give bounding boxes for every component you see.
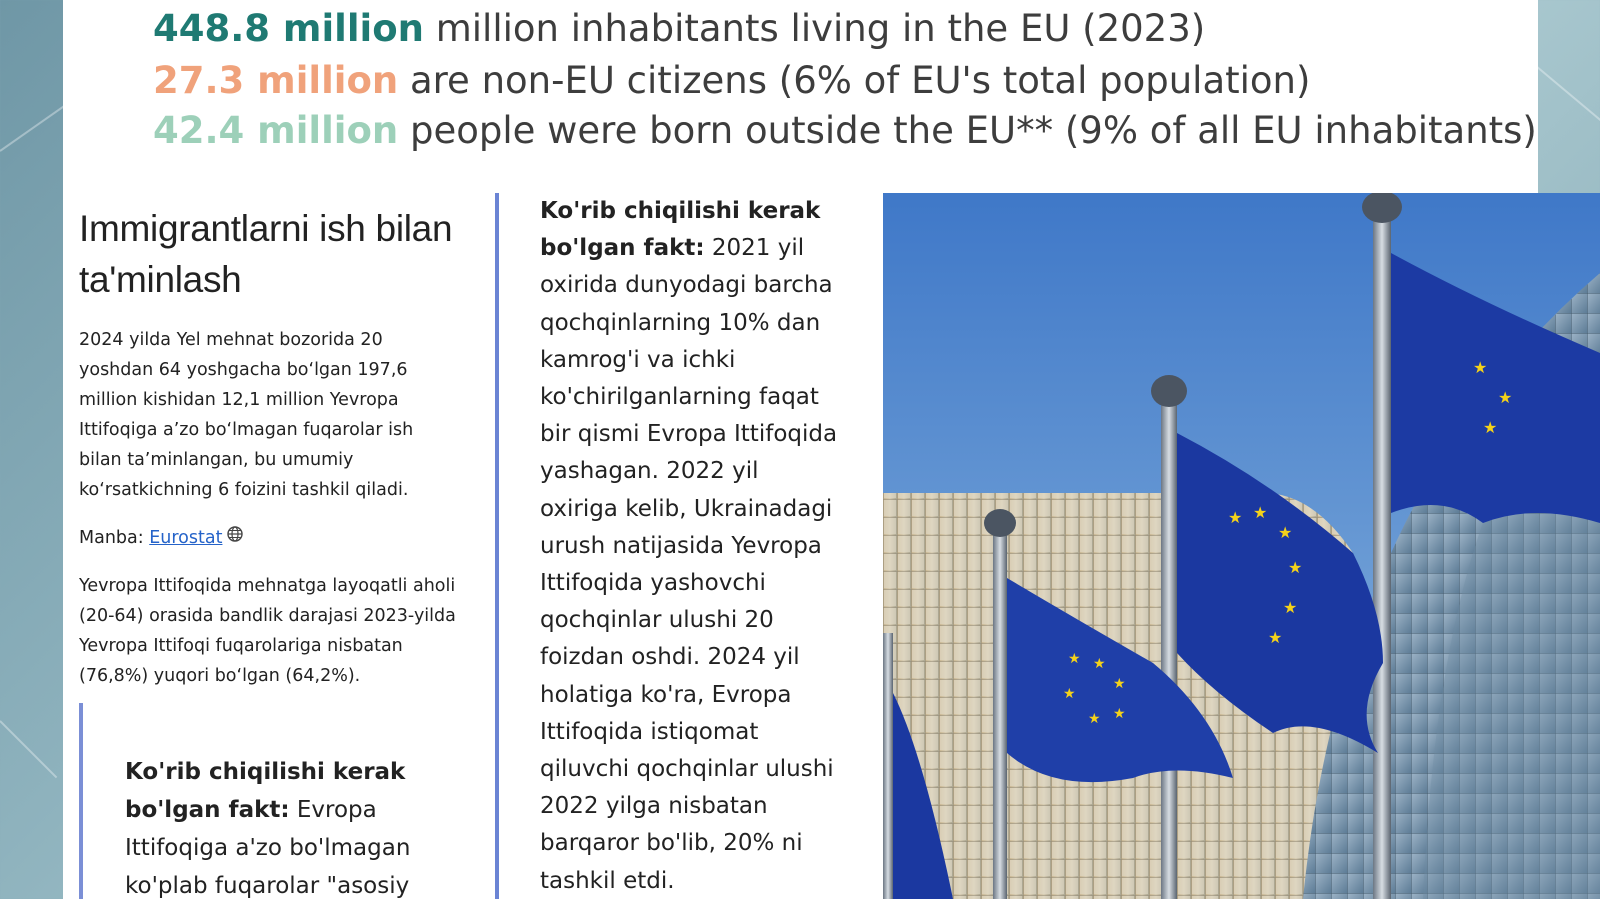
fact-text bbox=[125, 753, 454, 899]
svg-text:★: ★ bbox=[1473, 358, 1488, 377]
svg-text:★: ★ bbox=[1113, 676, 1126, 692]
svg-text:★: ★ bbox=[1253, 503, 1268, 522]
svg-text:★: ★ bbox=[1283, 598, 1298, 617]
stat-number: 27.3 million bbox=[153, 59, 399, 103]
fact-text bbox=[540, 193, 840, 899]
stat-text: people were born outside the EU** (9% of all EU inhabitants) bbox=[398, 108, 1537, 152]
svg-text:★: ★ bbox=[1068, 651, 1081, 667]
stat-row-non-eu-citizens bbox=[153, 58, 1538, 104]
stats-banner bbox=[63, 0, 1538, 193]
svg-text:★: ★ bbox=[1278, 523, 1293, 542]
svg-text:★: ★ bbox=[1483, 418, 1498, 437]
middle-column bbox=[473, 193, 883, 899]
source-line bbox=[79, 523, 457, 553]
fact-body: 2021 yil oxirida dunyodagi barcha qochqinlarning 10% dan kamrog'i va ichki ko'chirilganlarning faqat bir qismi Evropa Ittifoqida yashagan. 2022 yil oxiriga kelib, Ukrainadagi urush natijasida Yevropa Ittifoqida yashovchi qochqinlar ulushi 20 foizdan oshdi. 2024 yil holatiga ko'ra, Evropa Ittifoqida istiqomat qiluvchi qochqinlar ulushi 2022 yilga nisbatan barqaror bo'lib, 20% ni tashkil etdi. bbox=[540, 235, 838, 894]
left-column bbox=[63, 193, 473, 899]
globe-icon[interactable] bbox=[226, 523, 244, 553]
fact-body: Evropa Ittifoqiga a'zo bo'lmagan ko'plab fuqarolar "asosiy bbox=[125, 797, 411, 899]
section-heading: Immigrantlarni ish bilan ta'minlash bbox=[79, 208, 453, 300]
eurostat-link[interactable]: Eurostat bbox=[149, 528, 223, 548]
svg-text:★: ★ bbox=[1113, 706, 1126, 722]
stat-text: million inhabitants living in the EU (2023) bbox=[423, 7, 1206, 50]
fact-box-middle bbox=[540, 193, 840, 899]
paragraph-employment-rate: Yevropa Ittifoqida mehnatga layoqatli aholi (20-64) orasida bandlik darajasi 2023-yilda Yevropa Ittifoqi fuqarolariga nisbatan (76,8%) yuqori bo‘lgan (64,2%). bbox=[79, 576, 456, 686]
svg-text:★: ★ bbox=[1268, 628, 1283, 647]
accent-bar bbox=[495, 193, 499, 899]
svg-text:★: ★ bbox=[1093, 656, 1106, 672]
stat-number: 42.4 million bbox=[153, 108, 399, 152]
svg-text:★: ★ bbox=[1498, 388, 1513, 407]
paragraph-employment: 2024 yilda Yel mehnat bozorida 20 yoshdan 64 yoshgacha bo‘lgan 197,6 million kishidan 12,1 million Yevropa Ittifoqiga a’zo bo‘lmagan fuqarolar ish bilan ta’minlangan, bu umumiy ko‘rsatkichning 6 foizini tashkil qiladi. bbox=[79, 330, 414, 500]
fact-box-left bbox=[79, 703, 454, 899]
fact-title: Ko'rib chiqilishi kerak bo'lgan fakt: bbox=[125, 759, 406, 823]
eu-flags-photo bbox=[883, 193, 1600, 899]
background-line bbox=[0, 720, 57, 778]
background-line bbox=[1529, 60, 1600, 139]
svg-text:★: ★ bbox=[1288, 558, 1303, 577]
fact-title: Ko'rib chiqilishi kerak bo'lgan fakt: bbox=[540, 198, 821, 262]
stat-number: 448.8 million bbox=[153, 7, 424, 50]
stat-row-born-outside bbox=[153, 108, 1538, 154]
source-label: Manba: bbox=[79, 528, 150, 548]
svg-text:★: ★ bbox=[1228, 508, 1243, 527]
svg-text:★: ★ bbox=[1088, 711, 1101, 727]
svg-text:★: ★ bbox=[1063, 686, 1076, 702]
stat-text: are non-EU citizens (6% of EU's total population) bbox=[398, 59, 1311, 103]
stat-row-population bbox=[153, 6, 1538, 52]
